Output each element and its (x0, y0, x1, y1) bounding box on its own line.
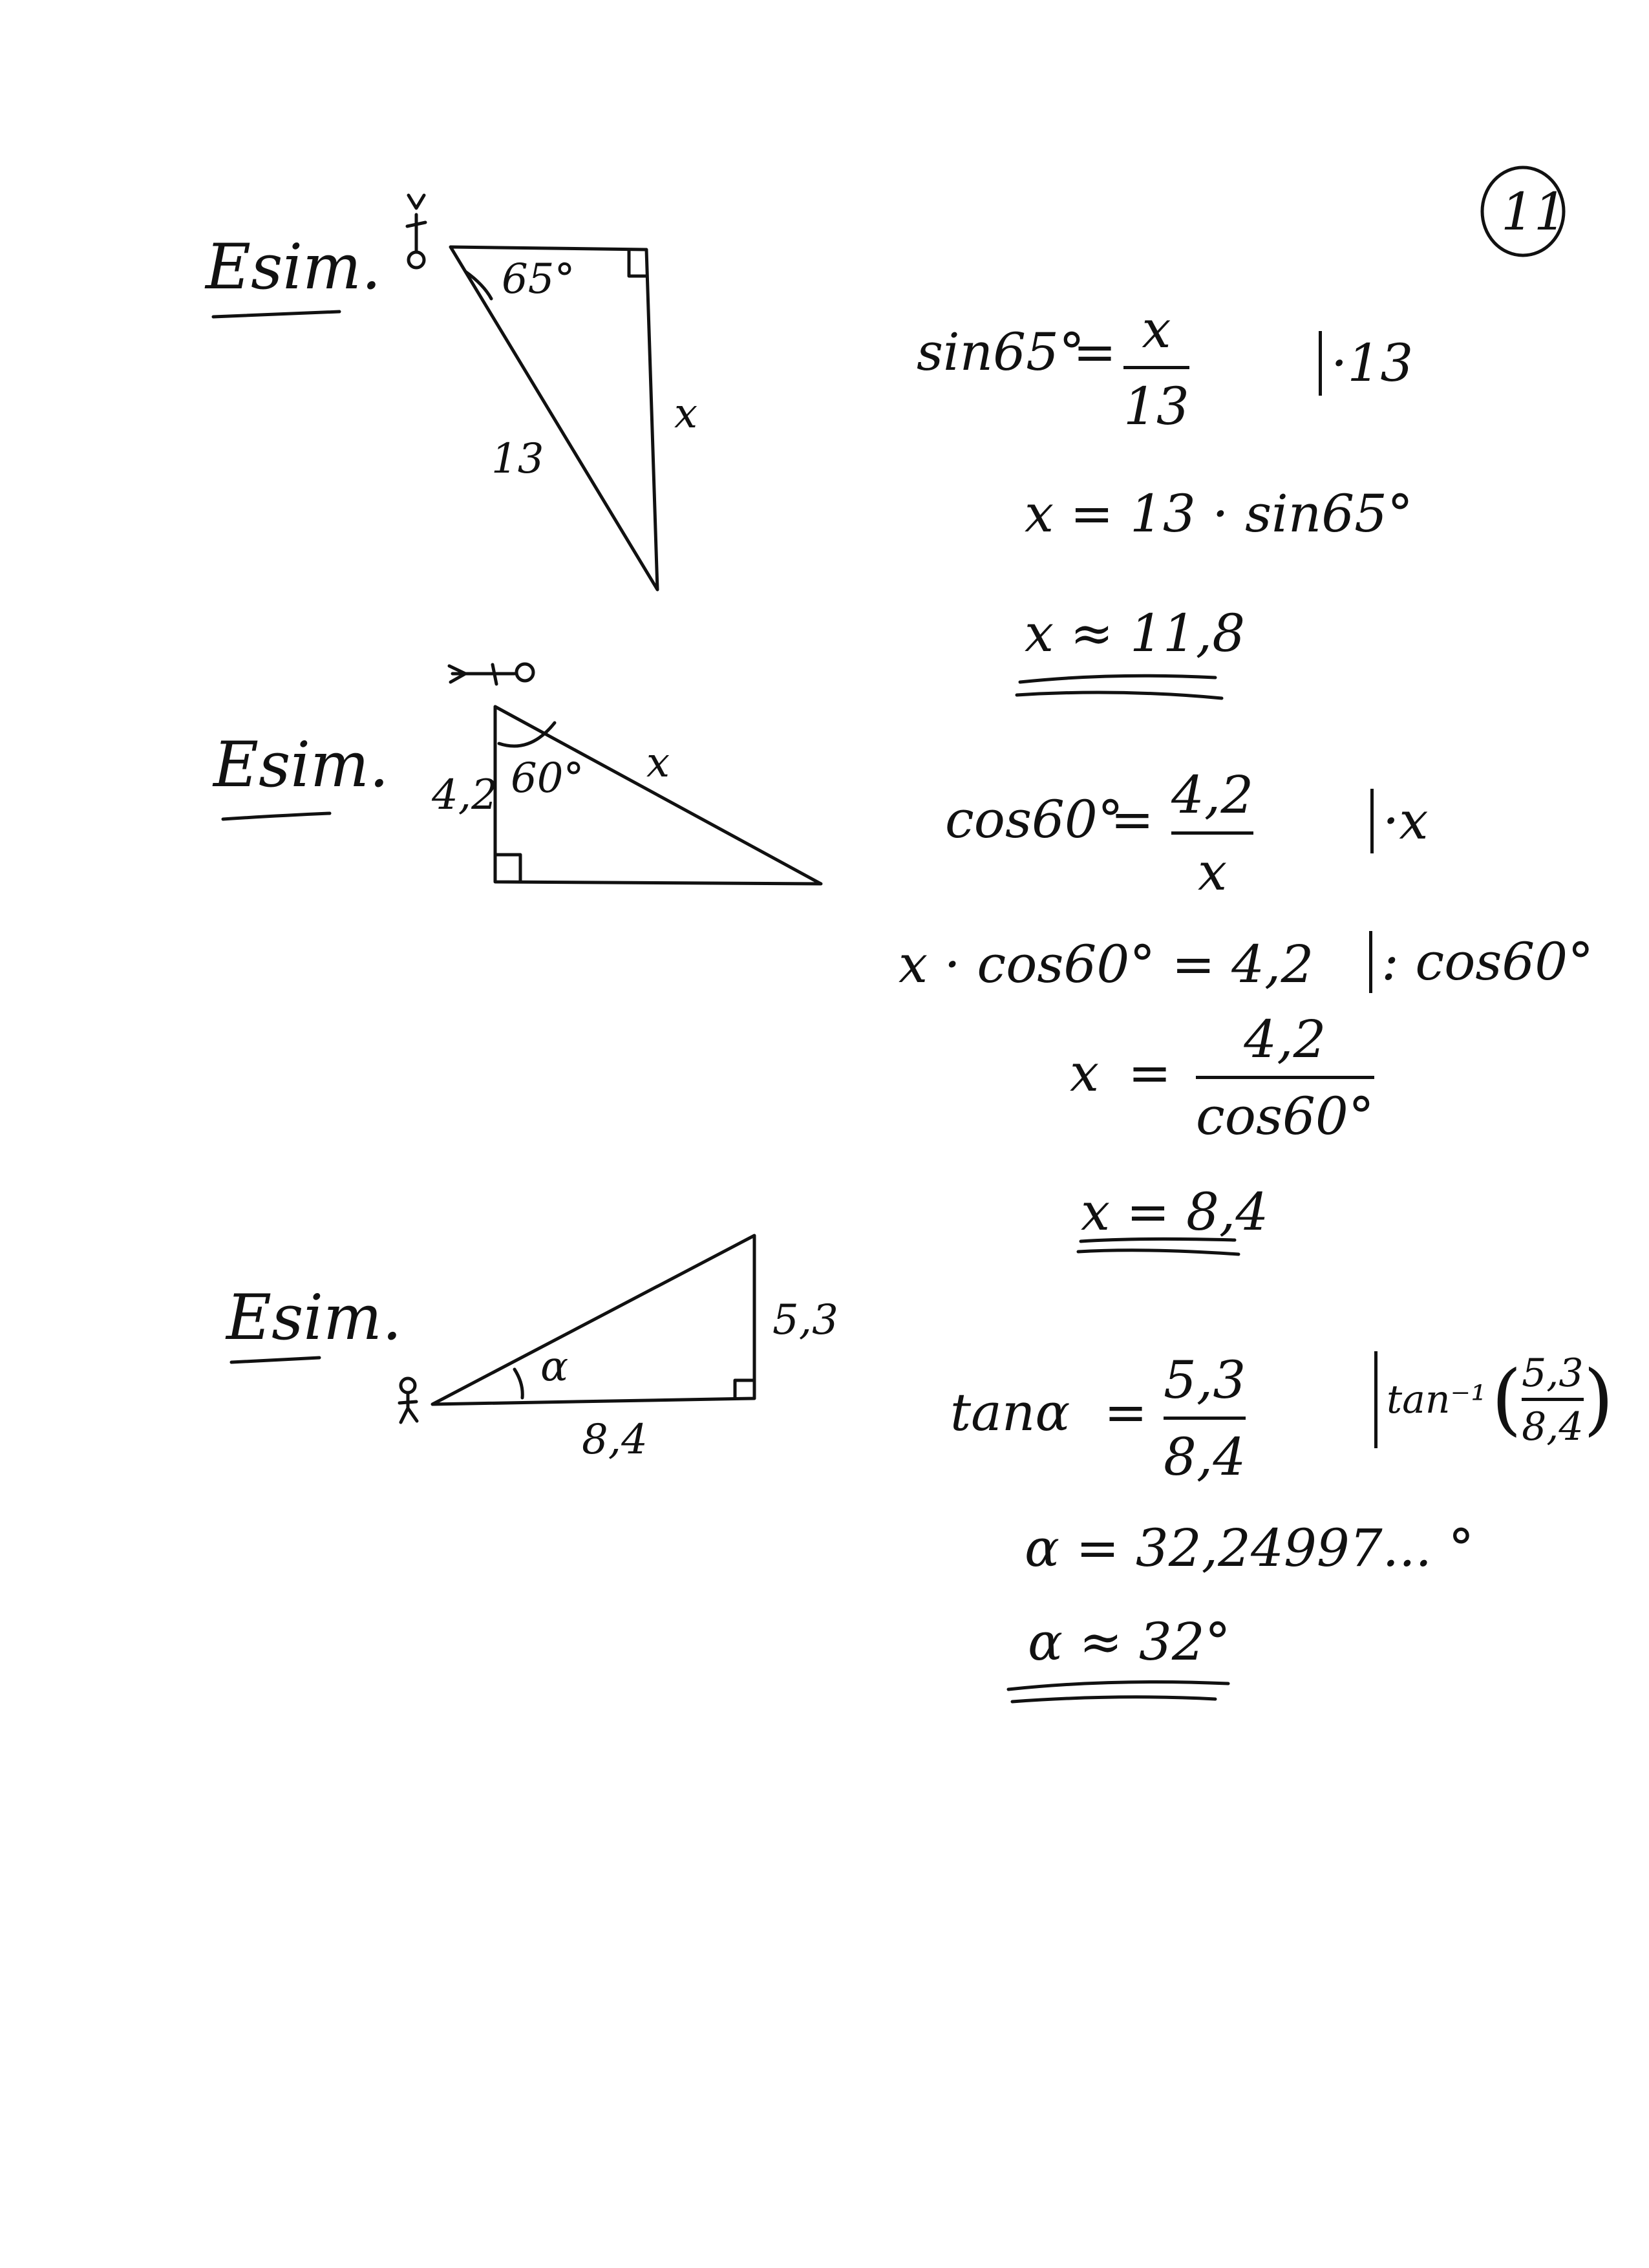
heading-underline (231, 1358, 319, 1362)
inverse-tan-label: tan⁻¹ (1387, 1377, 1487, 1422)
numerator: 4,2 (1171, 765, 1254, 825)
example-heading: Esim. (213, 729, 389, 801)
equation-lhs: tanα (950, 1382, 1070, 1442)
angle-label: 65° (502, 255, 575, 303)
observer-head (409, 252, 424, 268)
result-underline (1017, 692, 1222, 698)
operation-note (1374, 1351, 1613, 1448)
heading-underline (223, 813, 330, 819)
note-fraction (1522, 1350, 1584, 1450)
operation-text: ·13 (1331, 333, 1414, 393)
observer-head (401, 1378, 415, 1393)
triangle-3 (432, 1236, 754, 1404)
operation-text: ·x (1383, 791, 1429, 851)
result: x ≈ 11,8 (1025, 603, 1246, 663)
operation-note (1370, 789, 1429, 853)
equation-step: x · cos60° = 4,2 (899, 934, 1314, 994)
equals-sign: = (1104, 1382, 1148, 1442)
result-underline (1008, 1682, 1228, 1689)
fraction (1171, 765, 1254, 902)
result-underline (1020, 676, 1215, 682)
fraction (1164, 1350, 1246, 1487)
fraction (1196, 1009, 1374, 1146)
close-paren: ) (1583, 1354, 1614, 1444)
adjacent-label: 4,2 (432, 771, 498, 819)
numerator: 5,3 (1164, 1350, 1246, 1410)
equation-step: x = 13 · sin65° (1025, 484, 1414, 544)
result: α ≈ 32° (1028, 1612, 1231, 1672)
fraction (1123, 299, 1189, 436)
numerator: 4,2 (1244, 1009, 1326, 1069)
example-heading: Esim. (206, 231, 381, 303)
adjacent-label: 8,4 (582, 1416, 648, 1464)
right-angle-mark (495, 855, 520, 882)
heading-underline (213, 312, 339, 317)
result-underline (1012, 1697, 1215, 1702)
equals-sign: = (1111, 789, 1154, 850)
operation-note (1369, 931, 1593, 993)
observer-legs (407, 222, 425, 226)
angle-label: 60° (511, 754, 584, 802)
equation-lhs: sin65° (917, 322, 1085, 382)
page-number: 11 (1501, 182, 1567, 242)
denominator: 13 (1123, 376, 1189, 436)
hypotenuse-label: x (646, 739, 670, 787)
equation-lhs: x (1070, 1043, 1100, 1103)
observer-arms (399, 1402, 416, 1403)
example-heading: Esim. (226, 1281, 402, 1354)
observer-arms (493, 665, 496, 684)
open-paren: ( (1491, 1354, 1522, 1444)
opposite-label: 5,3 (772, 1296, 838, 1344)
operation-text: : cos60° (1381, 932, 1594, 992)
denominator: cos60° (1196, 1086, 1374, 1146)
side-label: x (674, 390, 698, 438)
observer-arms (409, 195, 424, 208)
denominator: 8,4 (1164, 1427, 1246, 1487)
numerator: x (1142, 299, 1171, 359)
hypotenuse-label: 13 (491, 435, 544, 483)
angle-arc (515, 1369, 522, 1398)
denominator: 8,4 (1522, 1404, 1584, 1450)
result: x = 8,4 (1081, 1182, 1269, 1242)
observer-legs (401, 1408, 417, 1422)
right-angle-mark (735, 1380, 754, 1398)
observer-head (516, 664, 533, 681)
equation-lhs: cos60° (945, 789, 1123, 850)
angle-label: α (540, 1343, 569, 1391)
right-angle-mark (629, 250, 646, 276)
equals-sign: = (1128, 1043, 1172, 1103)
operation-note (1319, 331, 1413, 396)
equation-step: α = 32,24997... ° (1025, 1518, 1474, 1578)
equals-sign: = (1073, 322, 1117, 382)
denominator: x (1198, 842, 1228, 902)
numerator: 5,3 (1522, 1350, 1584, 1396)
result-underline (1078, 1250, 1239, 1254)
